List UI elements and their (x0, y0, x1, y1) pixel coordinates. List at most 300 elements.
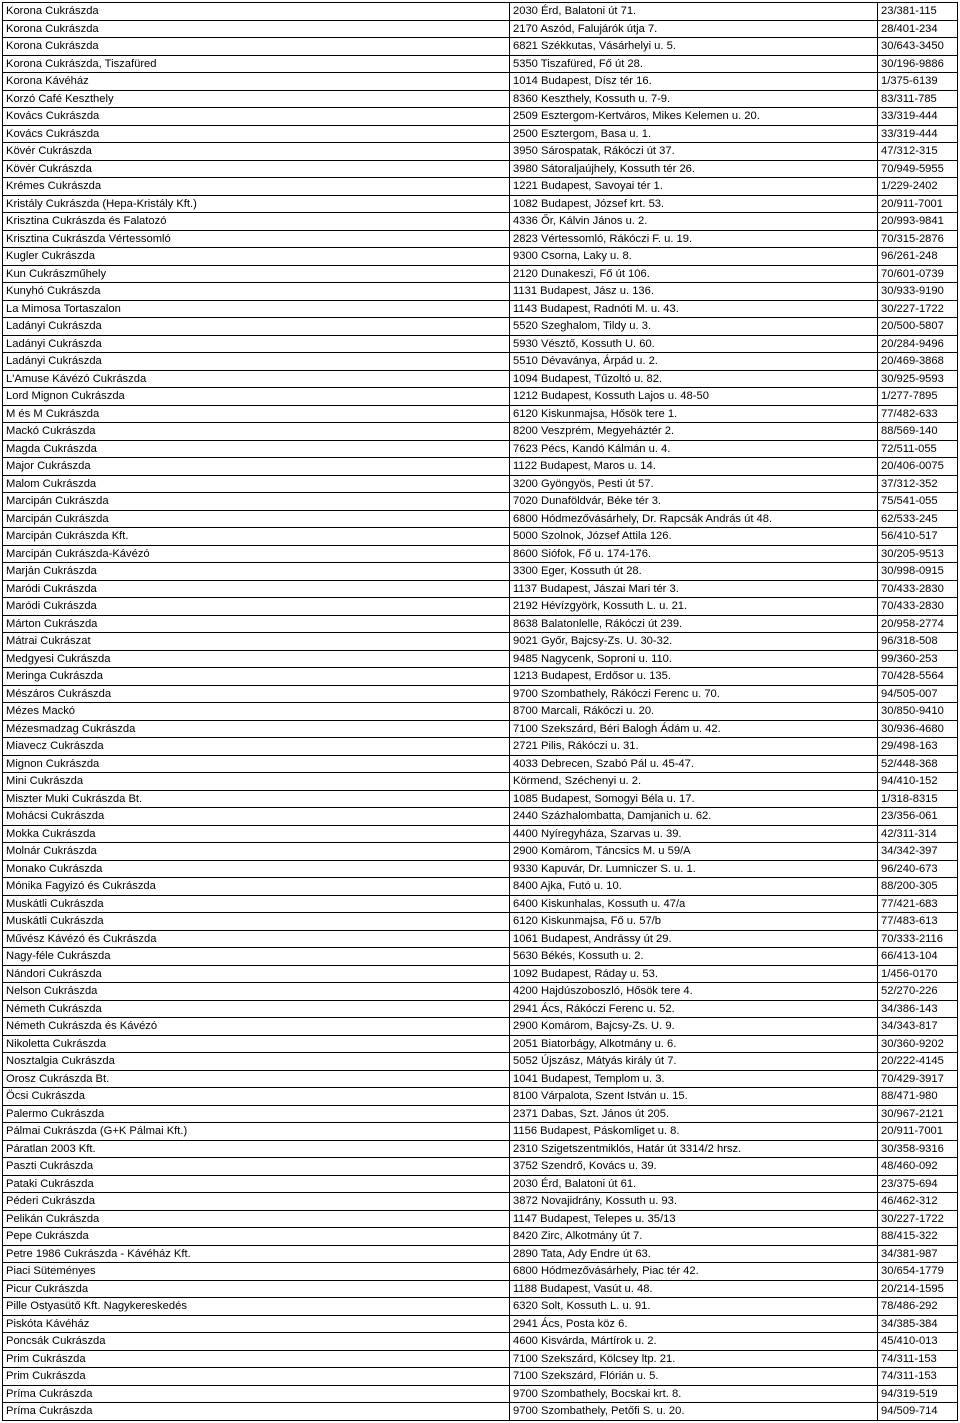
shop-name-cell: Palermo Cukrászda (3, 1105, 510, 1123)
phone-cell: 34/381-987 (878, 1245, 958, 1263)
address-cell: 1137 Budapest, Jászai Mari tér 3. (510, 580, 878, 598)
phone-cell: 23/356-061 (878, 808, 958, 826)
address-cell: 7100 Szekszárd, Kölcsey ltp. 21. (510, 1350, 878, 1368)
address-cell: 8420 Zirc, Alkotmány út 7. (510, 1228, 878, 1246)
shop-name-cell: Mészáros Cukrászda (3, 685, 510, 703)
address-cell: 7100 Szekszárd, Béri Balogh Ádám u. 42. (510, 720, 878, 738)
address-cell: Körmend, Széchenyi u. 2. (510, 773, 878, 791)
phone-cell: 20/500-5807 (878, 318, 958, 336)
phone-cell: 88/200-305 (878, 878, 958, 896)
table-row (3, 1385, 958, 1403)
shop-name-cell: Magda Cukrászda (3, 440, 510, 458)
table-row (3, 195, 958, 213)
address-cell: 3300 Eger, Kossuth út 28. (510, 563, 878, 581)
phone-cell: 30/933-9190 (878, 283, 958, 301)
table-row (3, 685, 958, 703)
address-cell: 2900 Komárom, Bajcsy-Zs. U. 9. (510, 1018, 878, 1036)
address-cell: 4400 Nyíregyháza, Szarvas u. 39. (510, 825, 878, 843)
phone-cell: 70/429-3917 (878, 1070, 958, 1088)
shop-name-cell: Krisztina Cukrászda Vértessomló (3, 230, 510, 248)
table-row (3, 1193, 958, 1211)
phone-cell: 70/601-0739 (878, 265, 958, 283)
shop-name-cell: Mónika Fagyizó és Cukrászda (3, 878, 510, 896)
phone-cell: 88/569-140 (878, 423, 958, 441)
address-cell: 2941 Ács, Posta köz 6. (510, 1315, 878, 1333)
address-cell: 8638 Balatonlelle, Rákóczi út 239. (510, 615, 878, 633)
table-row (3, 1263, 958, 1281)
phone-cell: 1/229-2402 (878, 178, 958, 196)
phone-cell: 20/214-1595 (878, 1280, 958, 1298)
phone-cell: 77/421-683 (878, 895, 958, 913)
shop-name-cell: Petre 1986 Cukrászda - Kávéház Kft. (3, 1245, 510, 1263)
address-cell: 8400 Ajka, Futó u. 10. (510, 878, 878, 896)
shop-name-cell: Príma Cukrászda (3, 1385, 510, 1403)
address-cell: 8700 Marcali, Rákóczi u. 20. (510, 703, 878, 721)
table-row (3, 720, 958, 738)
shop-name-cell: Korona Cukrászda (3, 20, 510, 38)
phone-cell: 96/261-248 (878, 248, 958, 266)
table-row (3, 248, 958, 266)
table-row (3, 20, 958, 38)
table-row (3, 983, 958, 1001)
phone-cell: 30/643-3450 (878, 38, 958, 56)
shop-name-cell: Pataki Cukrászda (3, 1175, 510, 1193)
shop-name-cell: Nándori Cukrászda (3, 965, 510, 983)
table-row (3, 965, 958, 983)
phone-cell: 70/433-2830 (878, 580, 958, 598)
shop-name-cell: Krémes Cukrászda (3, 178, 510, 196)
phone-cell: 96/240-673 (878, 860, 958, 878)
shop-name-cell: Miavecz Cukrászda (3, 738, 510, 756)
table-row (3, 510, 958, 528)
shop-name-cell: Prim Cukrászda (3, 1368, 510, 1386)
shop-name-cell: Nagy-féle Cukrászda (3, 948, 510, 966)
table-row (3, 790, 958, 808)
phone-cell: 77/482-633 (878, 405, 958, 423)
shop-name-cell: Ladányi Cukrászda (3, 335, 510, 353)
phone-cell: 34/385-384 (878, 1315, 958, 1333)
table-row (3, 1070, 958, 1088)
address-cell: 2030 Érd, Balatoni út 61. (510, 1175, 878, 1193)
table-row (3, 1350, 958, 1368)
shop-name-cell: Medgyesi Cukrászda (3, 650, 510, 668)
shop-name-cell: Pepe Cukrászda (3, 1228, 510, 1246)
address-cell: 5350 Tiszafüred, Fő út 28. (510, 55, 878, 73)
table-row (3, 895, 958, 913)
table-row (3, 650, 958, 668)
address-cell: 1082 Budapest, József krt. 53. (510, 195, 878, 213)
phone-cell: 78/486-292 (878, 1298, 958, 1316)
table-row (3, 475, 958, 493)
phone-cell: 30/998-0915 (878, 563, 958, 581)
shop-name-cell: Pille Ostyasütő Kft. Nagykereskedés (3, 1298, 510, 1316)
address-cell: 9300 Csorna, Laky u. 8. (510, 248, 878, 266)
address-cell: 1143 Budapest, Radnóti M. u. 43. (510, 300, 878, 318)
table-row (3, 458, 958, 476)
shop-name-cell: Marcipán Cukrászda-Kávézó (3, 545, 510, 563)
phone-cell: 1/375-6139 (878, 73, 958, 91)
phone-cell: 34/386-143 (878, 1000, 958, 1018)
shop-name-cell: Kövér Cukrászda (3, 143, 510, 161)
shop-name-cell: Monako Cukrászda (3, 860, 510, 878)
phone-cell: 75/541-055 (878, 493, 958, 511)
address-cell: 7623 Pécs, Kandó Kálmán u. 4. (510, 440, 878, 458)
address-cell: 3980 Sátoraljaújhely, Kossuth tér 26. (510, 160, 878, 178)
address-cell: 1212 Budapest, Kossuth Lajos u. 48-50 (510, 388, 878, 406)
phone-cell: 70/333-2116 (878, 930, 958, 948)
phone-cell: 94/410-152 (878, 773, 958, 791)
table-row (3, 1000, 958, 1018)
table-row (3, 1368, 958, 1386)
table-row (3, 1123, 958, 1141)
shop-name-cell: Korona Cukrászda (3, 38, 510, 56)
shop-name-cell: Mignon Cukrászda (3, 755, 510, 773)
table-row (3, 703, 958, 721)
table-row (3, 633, 958, 651)
address-cell: 6120 Kiskunmajsa, Fő u. 57/b (510, 913, 878, 931)
shop-name-cell: Mohácsi Cukrászda (3, 808, 510, 826)
table-row (3, 493, 958, 511)
table-row (3, 1210, 958, 1228)
address-cell: 1041 Budapest, Templom u. 3. (510, 1070, 878, 1088)
phone-cell: 30/196-9886 (878, 55, 958, 73)
table-row (3, 615, 958, 633)
table-row (3, 773, 958, 791)
address-cell: 2310 Szigetszentmiklós, Határ út 3314/2 hrsz. (510, 1140, 878, 1158)
table-row (3, 318, 958, 336)
phone-cell: 83/311-785 (878, 90, 958, 108)
shop-name-cell: Marcipán Cukrászda Kft. (3, 528, 510, 546)
phone-cell: 30/850-9410 (878, 703, 958, 721)
shop-name-cell: Kovács Cukrászda (3, 108, 510, 126)
address-cell: 5510 Dévaványa, Árpád u. 2. (510, 353, 878, 371)
table-body (3, 3, 958, 1421)
address-cell: 6320 Solt, Kossuth L. u. 91. (510, 1298, 878, 1316)
address-cell: 1092 Budapest, Ráday u. 53. (510, 965, 878, 983)
shop-name-cell: Piskóta Kávéház (3, 1315, 510, 1333)
table-row (3, 283, 958, 301)
shop-name-cell: Mini Cukrászda (3, 773, 510, 791)
shop-name-cell: Ladányi Cukrászda (3, 318, 510, 336)
phone-cell: 30/967-2121 (878, 1105, 958, 1123)
table-row (3, 90, 958, 108)
table-row (3, 108, 958, 126)
shop-name-cell: Paszti Cukrászda (3, 1158, 510, 1176)
address-cell: 2500 Esztergom, Basa u. 1. (510, 125, 878, 143)
phone-cell: 23/381-115 (878, 3, 958, 21)
shop-name-cell: Maródi Cukrászda (3, 598, 510, 616)
phone-cell: 47/312-315 (878, 143, 958, 161)
table-row (3, 143, 958, 161)
phone-cell: 70/433-2830 (878, 598, 958, 616)
address-cell: 2823 Vértessomló, Rákóczi F. u. 19. (510, 230, 878, 248)
table-row (3, 1245, 958, 1263)
shop-name-cell: La Mimosa Tortaszalon (3, 300, 510, 318)
table-row (3, 580, 958, 598)
shop-name-cell: Orosz Cukrászda Bt. (3, 1070, 510, 1088)
shop-name-cell: L'Amuse Kávézó Cukrászda (3, 370, 510, 388)
address-cell: 9700 Szombathely, Rákóczi Ferenc u. 70. (510, 685, 878, 703)
address-cell: 3200 Gyöngyös, Pesti út 57. (510, 475, 878, 493)
shop-name-cell: Korzó Café Keszthely (3, 90, 510, 108)
table-row (3, 913, 958, 931)
shop-name-cell: Kovács Cukrászda (3, 125, 510, 143)
phone-cell: 1/318-8315 (878, 790, 958, 808)
address-cell: 1061 Budapest, Andrássy út 29. (510, 930, 878, 948)
address-cell: 9700 Szombathely, Petőfi S. u. 20. (510, 1403, 878, 1421)
phone-cell: 20/222-4145 (878, 1053, 958, 1071)
table-row (3, 563, 958, 581)
shop-name-cell: Németh Cukrászda és Kávézó (3, 1018, 510, 1036)
phone-cell: 20/406-0075 (878, 458, 958, 476)
table-row (3, 1053, 958, 1071)
address-cell: 6800 Hódmezővásárhely, Piac tér 42. (510, 1263, 878, 1281)
shop-name-cell: Molnár Cukrászda (3, 843, 510, 861)
table-row (3, 440, 958, 458)
shop-name-cell: Márton Cukrászda (3, 615, 510, 633)
table-row (3, 230, 958, 248)
table-row (3, 370, 958, 388)
address-cell: 2941 Ács, Rákóczi Ferenc u. 52. (510, 1000, 878, 1018)
table-row (3, 353, 958, 371)
table-row (3, 1035, 958, 1053)
table-row (3, 1280, 958, 1298)
table-row (3, 948, 958, 966)
address-cell: 2170 Aszód, Falujárók útja 7. (510, 20, 878, 38)
shop-name-cell: Muskátli Cukrászda (3, 913, 510, 931)
address-cell: 6800 Hódmezővásárhely, Dr. Rapcsák András út 48. (510, 510, 878, 528)
address-cell: 8600 Siófok, Fő u. 174-176. (510, 545, 878, 563)
phone-cell: 30/358-9316 (878, 1140, 958, 1158)
table-row (3, 860, 958, 878)
table-row (3, 1333, 958, 1351)
table-row (3, 930, 958, 948)
table-row (3, 335, 958, 353)
table-row (3, 1018, 958, 1036)
shop-name-cell: Muskátli Cukrászda (3, 895, 510, 913)
shop-name-cell: Mátrai Cukrászat (3, 633, 510, 651)
address-cell: 4200 Hajdúszoboszló, Hősök tere 4. (510, 983, 878, 1001)
shop-name-cell: Kristály Cukrászda (Hepa-Kristály Kft.) (3, 195, 510, 213)
address-cell: 2509 Esztergom-Kertváros, Mikes Kelemen u. 20. (510, 108, 878, 126)
address-cell: 7020 Dunaföldvár, Béke tér 3. (510, 493, 878, 511)
address-cell: 2440 Százhalombatta, Damjanich u. 62. (510, 808, 878, 826)
shop-name-cell: Korona Cukrászda (3, 3, 510, 21)
table-row (3, 1298, 958, 1316)
table-row (3, 598, 958, 616)
table-row (3, 160, 958, 178)
phone-cell: 74/311-153 (878, 1368, 958, 1386)
table-row (3, 265, 958, 283)
shop-name-cell: Korona Cukrászda, Tiszafüred (3, 55, 510, 73)
shop-name-cell: Korona Kávéház (3, 73, 510, 91)
address-cell: 6400 Kiskunhalas, Kossuth u. 47/a (510, 895, 878, 913)
table-row (3, 55, 958, 73)
table-row (3, 1403, 958, 1421)
shop-name-cell: Nelson Cukrászda (3, 983, 510, 1001)
address-cell: 2371 Dabas, Szt. János út 205. (510, 1105, 878, 1123)
table-row (3, 668, 958, 686)
address-cell: 9700 Szombathely, Bocskai krt. 8. (510, 1385, 878, 1403)
address-cell: 5000 Szolnok, József Attila 126. (510, 528, 878, 546)
phone-cell: 94/509-714 (878, 1403, 958, 1421)
phone-cell: 96/318-508 (878, 633, 958, 651)
phone-cell: 77/483-613 (878, 913, 958, 931)
shop-name-cell: Marcipán Cukrászda (3, 510, 510, 528)
address-cell: 2120 Dunakeszi, Fő út 106. (510, 265, 878, 283)
phone-cell: 46/462-312 (878, 1193, 958, 1211)
address-cell: 2890 Tata, Ady Endre út 63. (510, 1245, 878, 1263)
table-row (3, 388, 958, 406)
address-cell: 2030 Érd, Balatoni út 71. (510, 3, 878, 21)
table-row (3, 1158, 958, 1176)
phone-cell: 30/227-1722 (878, 1210, 958, 1228)
phone-cell: 30/925-9593 (878, 370, 958, 388)
address-cell: 8360 Keszthely, Kossuth u. 7-9. (510, 90, 878, 108)
shop-name-cell: Poncsák Cukrászda (3, 1333, 510, 1351)
phone-cell: 34/343-817 (878, 1018, 958, 1036)
table-row (3, 878, 958, 896)
table-row (3, 423, 958, 441)
table-row (3, 300, 958, 318)
phone-cell: 20/469-3868 (878, 353, 958, 371)
address-cell: 1213 Budapest, Erdősor u. 135. (510, 668, 878, 686)
table-row (3, 738, 958, 756)
address-cell: 1014 Budapest, Dísz tér 16. (510, 73, 878, 91)
table-row (3, 528, 958, 546)
phone-cell: 30/360-9202 (878, 1035, 958, 1053)
shop-name-cell: Marján Cukrászda (3, 563, 510, 581)
shop-name-cell: Meringa Cukrászda (3, 668, 510, 686)
shop-name-cell: Picur Cukrászda (3, 1280, 510, 1298)
address-cell: 1156 Budapest, Páskomliget u. 8. (510, 1123, 878, 1141)
table-row (3, 178, 958, 196)
phone-cell: 20/284-9496 (878, 335, 958, 353)
address-cell: 8200 Veszprém, Megyeháztér 2. (510, 423, 878, 441)
phone-cell: 52/448-368 (878, 755, 958, 773)
table-row (3, 1088, 958, 1106)
shop-name-cell: Pelikán Cukrászda (3, 1210, 510, 1228)
shop-name-cell: Páratlan 2003 Kft. (3, 1140, 510, 1158)
table-row (3, 808, 958, 826)
address-cell: 3950 Sárospatak, Rákóczi út 37. (510, 143, 878, 161)
address-cell: 4033 Debrecen, Szabó Pál u. 45-47. (510, 755, 878, 773)
shop-name-cell: Krisztina Cukrászda és Falatozó (3, 213, 510, 231)
shop-name-cell: Nosztalgia Cukrászda (3, 1053, 510, 1071)
table-row (3, 843, 958, 861)
phone-cell: 37/312-352 (878, 475, 958, 493)
address-cell: 3872 Novajidrány, Kossuth u. 93. (510, 1193, 878, 1211)
phone-cell: 99/360-253 (878, 650, 958, 668)
phone-cell: 70/315-2876 (878, 230, 958, 248)
address-cell: 1085 Budapest, Somogyi Béla u. 17. (510, 790, 878, 808)
address-cell: 1094 Budapest, Tűzoltó u. 82. (510, 370, 878, 388)
phone-cell: 70/428-5564 (878, 668, 958, 686)
shop-name-cell: Miszter Muki Cukrászda Bt. (3, 790, 510, 808)
address-cell: 8100 Várpalota, Szent István u. 15. (510, 1088, 878, 1106)
shop-name-cell: Kugler Cukrászda (3, 248, 510, 266)
address-cell: 5630 Békés, Kossuth u. 2. (510, 948, 878, 966)
table-row (3, 1228, 958, 1246)
phone-cell: 72/511-055 (878, 440, 958, 458)
table-row (3, 1315, 958, 1333)
shop-name-cell: Kunyhó Cukrászda (3, 283, 510, 301)
phone-cell: 48/460-092 (878, 1158, 958, 1176)
phone-cell: 62/533-245 (878, 510, 958, 528)
address-cell: 3752 Szendrő, Kovács u. 39. (510, 1158, 878, 1176)
phone-cell: 1/277-7895 (878, 388, 958, 406)
phone-cell: 70/949-5955 (878, 160, 958, 178)
shop-name-cell: Kun Cukrászműhely (3, 265, 510, 283)
phone-cell: 45/410-013 (878, 1333, 958, 1351)
address-cell: 1188 Budapest, Vasút u. 48. (510, 1280, 878, 1298)
phone-cell: 30/654-1779 (878, 1263, 958, 1281)
address-cell: 1221 Budapest, Savoyai tér 1. (510, 178, 878, 196)
phone-cell: 94/319-519 (878, 1385, 958, 1403)
shop-name-cell: Nikoletta Cukrászda (3, 1035, 510, 1053)
address-cell: 1147 Budapest, Telepes u. 35/13 (510, 1210, 878, 1228)
shop-name-cell: Mackó Cukrászda (3, 423, 510, 441)
table-row (3, 755, 958, 773)
table-row (3, 3, 958, 21)
table-row (3, 73, 958, 91)
phone-cell: 33/319-444 (878, 108, 958, 126)
address-cell: 5052 Újszász, Mátyás király út 7. (510, 1053, 878, 1071)
shop-name-cell: Marcipán Cukrászda (3, 493, 510, 511)
table-row (3, 125, 958, 143)
shop-name-cell: Németh Cukrászda (3, 1000, 510, 1018)
shop-name-cell: Major Cukrászda (3, 458, 510, 476)
address-cell: 6120 Kiskunmajsa, Hősök tere 1. (510, 405, 878, 423)
phone-cell: 30/205-9513 (878, 545, 958, 563)
shop-name-cell: Maródi Cukrászda (3, 580, 510, 598)
phone-cell: 33/319-444 (878, 125, 958, 143)
table-row (3, 213, 958, 231)
phone-cell: 28/401-234 (878, 20, 958, 38)
phone-cell: 20/911-7001 (878, 195, 958, 213)
address-cell: 5930 Vésztő, Kossuth U. 60. (510, 335, 878, 353)
address-cell: 9021 Győr, Bajcsy-Zs. U. 30-32. (510, 633, 878, 651)
phone-cell: 30/227-1722 (878, 300, 958, 318)
table-row (3, 1105, 958, 1123)
shop-name-cell: Pálmai Cukrászda (G+K Pálmai Kft.) (3, 1123, 510, 1141)
address-cell: 5520 Szeghalom, Tildy u. 3. (510, 318, 878, 336)
shop-name-cell: Péderi Cukrászda (3, 1193, 510, 1211)
phone-cell: 42/311-314 (878, 825, 958, 843)
confectionery-list-table (2, 2, 958, 1421)
phone-cell: 29/498-163 (878, 738, 958, 756)
address-cell: 1131 Budapest, Jász u. 136. (510, 283, 878, 301)
phone-cell: 66/413-104 (878, 948, 958, 966)
phone-cell: 88/471-980 (878, 1088, 958, 1106)
phone-cell: 74/311-153 (878, 1350, 958, 1368)
address-cell: 2192 Hévízgyörk, Kossuth L. u. 21. (510, 598, 878, 616)
phone-cell: 20/911-7001 (878, 1123, 958, 1141)
phone-cell: 34/342-397 (878, 843, 958, 861)
table-row (3, 1175, 958, 1193)
phone-cell: 20/958-2774 (878, 615, 958, 633)
phone-cell: 52/270-226 (878, 983, 958, 1001)
shop-name-cell: M és M Cukrászda (3, 405, 510, 423)
shop-name-cell: Mézes Mackó (3, 703, 510, 721)
phone-cell: 1/456-0170 (878, 965, 958, 983)
table-row (3, 1140, 958, 1158)
phone-cell: 56/410-517 (878, 528, 958, 546)
table-row (3, 38, 958, 56)
address-cell: 1122 Budapest, Maros u. 14. (510, 458, 878, 476)
phone-cell: 20/993-9841 (878, 213, 958, 231)
phone-cell: 88/415-322 (878, 1228, 958, 1246)
